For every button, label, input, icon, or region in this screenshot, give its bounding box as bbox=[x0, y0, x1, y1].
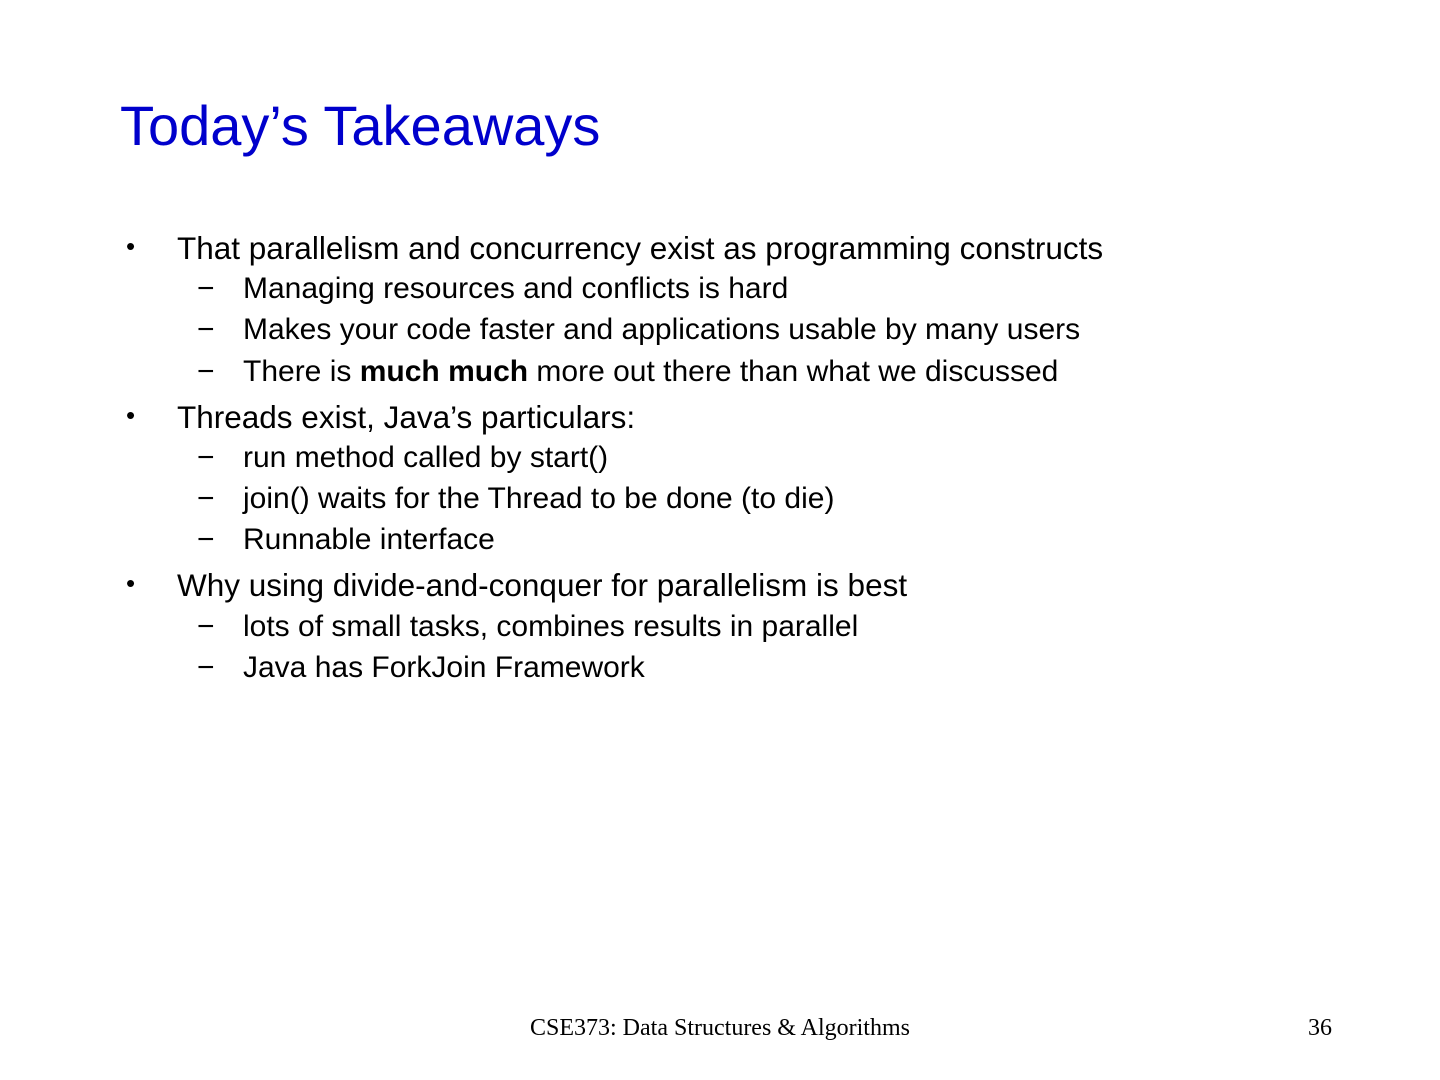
list-item bbox=[112, 353, 1362, 391]
list-item-label-pre: There is bbox=[243, 354, 360, 388]
list-item bbox=[112, 608, 1362, 646]
bullet-group bbox=[112, 565, 1362, 687]
list-item bbox=[112, 565, 1362, 605]
dash-icon: − bbox=[197, 650, 215, 684]
list-item-label: Runnable interface bbox=[243, 523, 495, 557]
list-item-label: lots of small tasks, combines results in parallel bbox=[243, 609, 859, 643]
list-item-label: Threads exist, Java’s particulars: bbox=[177, 398, 636, 435]
list-item bbox=[112, 521, 1362, 559]
list-item bbox=[112, 649, 1362, 687]
list-item bbox=[112, 228, 1362, 268]
dash-icon: − bbox=[197, 272, 215, 306]
footer-page-number: 36 bbox=[1308, 1015, 1332, 1041]
list-item-label: Why using divide-and-conquer for parallelism is best bbox=[177, 567, 908, 604]
dash-icon: − bbox=[197, 440, 215, 474]
footer-course-label: CSE373: Data Structures & Algorithms bbox=[530, 1015, 910, 1041]
list-item bbox=[112, 270, 1362, 308]
list-item-label: join() waits for the Thread to be done (to die) bbox=[243, 482, 835, 515]
list-item-label: Makes your code faster and applications usable by many users bbox=[243, 313, 1081, 347]
list-item-label: run method called by start() bbox=[243, 440, 609, 474]
dash-icon: − bbox=[197, 482, 215, 515]
list-item-label: That parallelism and concurrency exist as programming constructs bbox=[177, 230, 1104, 266]
list-item bbox=[112, 311, 1362, 349]
list-item-label-post: more out there than what we discussed bbox=[528, 354, 1059, 388]
dash-icon: − bbox=[197, 354, 215, 388]
list-item-label-emphasis: much much bbox=[359, 354, 529, 388]
dash-icon: − bbox=[197, 523, 215, 557]
list-item-label: Managing resources and conflicts is hard bbox=[243, 272, 789, 306]
slide-body bbox=[112, 228, 1362, 693]
bullet-icon: • bbox=[126, 399, 136, 430]
list-item bbox=[112, 439, 1362, 477]
dash-icon: − bbox=[197, 313, 215, 347]
bullet-icon: • bbox=[126, 231, 136, 261]
bullet-icon: • bbox=[126, 568, 136, 599]
page-title: Today’s Takeaways bbox=[120, 94, 601, 157]
bullet-group bbox=[112, 397, 1362, 560]
list-item bbox=[112, 480, 1362, 518]
list-item bbox=[112, 397, 1362, 437]
list-item-label: Java has ForkJoin Framework bbox=[243, 650, 645, 684]
dash-icon: − bbox=[197, 609, 215, 643]
bullet-group bbox=[112, 228, 1362, 391]
